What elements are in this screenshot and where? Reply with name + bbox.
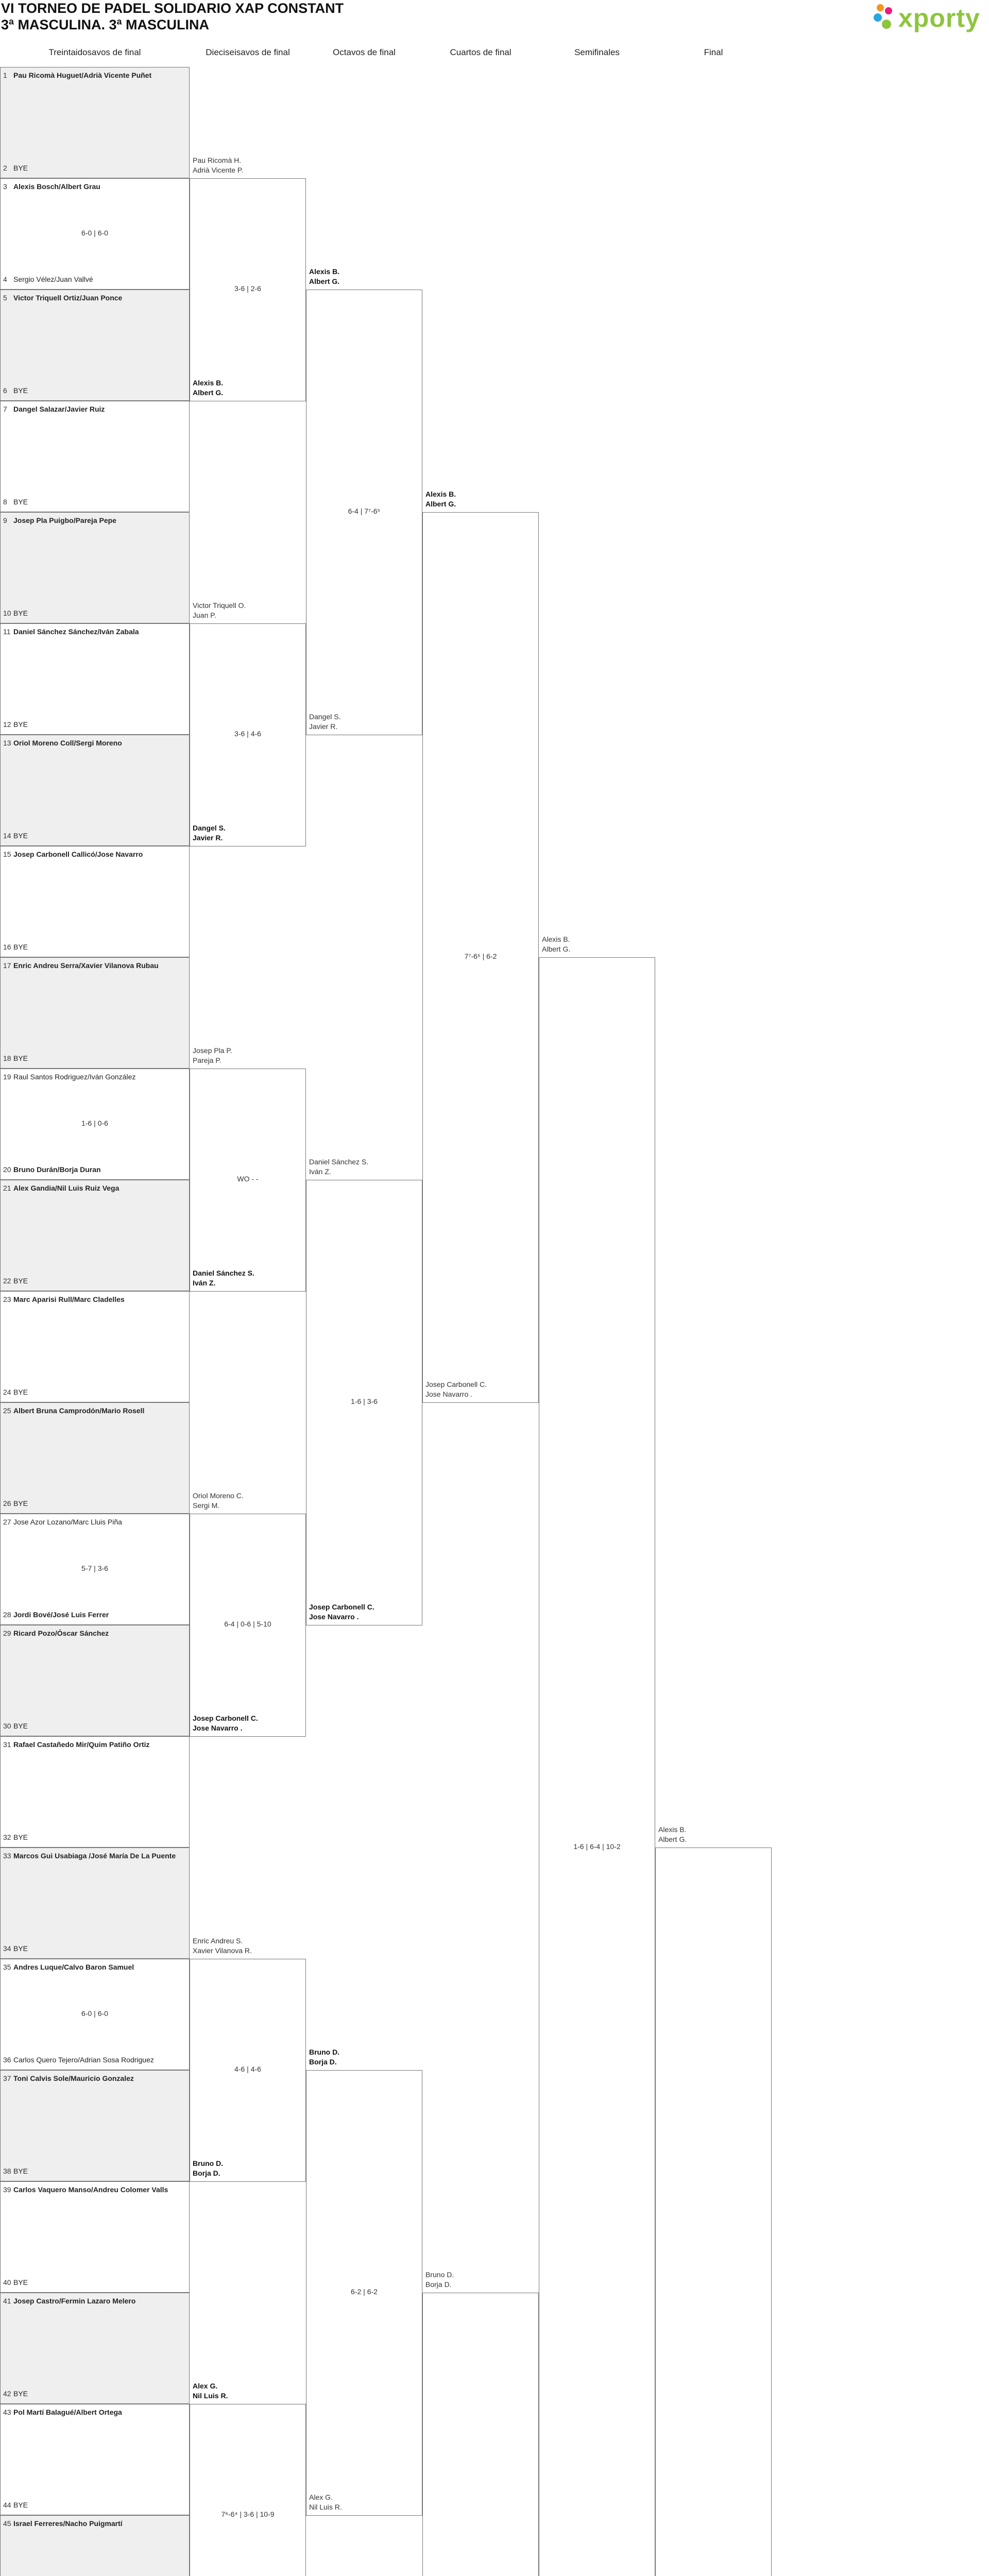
logo-dot-orange-icon — [877, 4, 884, 11]
seed-number: 13 — [3, 739, 11, 747]
team-name: Dangel Salazar/Javier Ruiz — [13, 405, 105, 413]
seed-number: 32 — [3, 1833, 11, 1841]
seed-number: 44 — [3, 2501, 11, 2509]
team-entry[interactable] — [193, 1268, 254, 1288]
team-entry[interactable] — [309, 267, 339, 286]
team-name: Israel Ferreres/Nacho Puigmartí — [13, 2519, 123, 2528]
team-name: Josep Castro/Fermin Lazaro Melero — [13, 2297, 136, 2305]
team-row[interactable] — [3, 1499, 28, 1507]
team-name: Alex Gandia/Nil Luis Ruiz Vega — [13, 1184, 120, 1192]
player-name: Pareja P. — [193, 1056, 221, 1064]
match-box — [0, 1736, 190, 1848]
match-score: 4-6 | 4-6 — [234, 2065, 261, 2073]
player-name: Dangel S. — [309, 713, 341, 721]
team-entry[interactable] — [309, 1602, 374, 1622]
match-score: WO - - — [237, 1175, 259, 1183]
logo-dot-blue-icon — [874, 13, 882, 22]
match-connector — [655, 1848, 772, 2576]
player-name: Josep Carbonell C. — [309, 1603, 374, 1611]
match-box — [0, 623, 190, 735]
team-row[interactable] — [3, 1833, 28, 1841]
team-name: Raul Santos Rodriguez/Iván González — [13, 1073, 136, 1081]
round-header-qf: Cuartos de final — [450, 47, 511, 57]
seed-number: 30 — [3, 1722, 11, 1730]
round-header-r16: Dieciseisavos de final — [206, 47, 290, 57]
player-name: Bruno D. — [425, 2270, 454, 2279]
match-box — [0, 957, 190, 1069]
team-name: BYE — [13, 2278, 28, 2286]
team-row[interactable] — [3, 1073, 135, 1081]
seed-number: 36 — [3, 2056, 11, 2064]
seed-number: 45 — [3, 2519, 11, 2528]
player-name: Albert G. — [542, 945, 571, 953]
xporty-logo[interactable] — [872, 2, 989, 34]
player-name: Alexis B. — [425, 490, 456, 498]
player-name: Nil Luis R. — [193, 2392, 228, 2400]
team-name: BYE — [13, 1054, 28, 1062]
team-name: Jordi Bové/José Luis Ferrer — [13, 1611, 109, 1619]
seed-number: 24 — [3, 1388, 11, 1396]
player-name: Daniel Sánchez S. — [193, 1269, 254, 1277]
page-header — [0, 0, 989, 36]
team-name: Bruno Durán/Borja Duran — [13, 1165, 101, 1174]
team-entry[interactable] — [193, 2159, 223, 2178]
team-row[interactable] — [3, 2167, 28, 2175]
team-row[interactable] — [3, 961, 159, 970]
seed-number: 38 — [3, 2167, 11, 2175]
match-score: 6-2 | 6-2 — [351, 2287, 378, 2296]
team-row[interactable] — [3, 1518, 122, 1526]
match-score: 7⁶-6⁴ | 3-6 | 10-9 — [221, 2510, 275, 2518]
team-entry[interactable] — [309, 712, 340, 732]
team-row[interactable] — [3, 386, 28, 395]
player-name: Josep Pla P. — [193, 1046, 232, 1055]
match-box — [0, 67, 190, 178]
seed-number: 33 — [3, 1852, 11, 1860]
seed-number: 42 — [3, 2389, 11, 2398]
team-entry[interactable] — [193, 1046, 232, 1065]
team-name: Pau Ricomà Huguet/Adrià Vicente Puñet — [13, 71, 152, 79]
team-row[interactable] — [3, 2389, 28, 2398]
team-name: BYE — [13, 164, 28, 172]
player-name: Alex G. — [193, 2382, 218, 2390]
team-entry[interactable] — [425, 489, 456, 509]
match-connector — [539, 957, 655, 2576]
match-box — [0, 1625, 190, 1736]
player-name: Dangel S. — [193, 824, 226, 832]
team-row[interactable] — [3, 182, 100, 191]
player-name: Josep Carbonell C. — [425, 1380, 487, 1388]
team-name: BYE — [13, 943, 28, 951]
seed-number: 28 — [3, 1611, 11, 1619]
seed-number: 23 — [3, 1295, 11, 1303]
player-name: Jose Navarro . — [425, 1390, 473, 1398]
team-name: BYE — [13, 386, 28, 395]
seed-number: 34 — [3, 1944, 11, 1953]
team-name: Rafael Castañedo Mir/Quim Patiño Ortiz — [13, 1740, 150, 1749]
match-box — [0, 1291, 190, 1402]
team-row[interactable] — [3, 516, 116, 524]
team-name: Victor Triquell Ortiz/Juan Ponce — [13, 294, 123, 302]
seed-number: 26 — [3, 1499, 11, 1507]
match-box — [0, 2404, 190, 2515]
team-row[interactable] — [3, 2185, 168, 2194]
category-title: 3ª MASCULINA. 3ª MASCULINA — [1, 17, 209, 32]
match-box — [0, 1402, 190, 1514]
team-name: BYE — [13, 1388, 28, 1396]
player-name: Albert G. — [193, 388, 224, 397]
team-entry[interactable] — [309, 1157, 368, 1177]
team-row[interactable] — [3, 275, 93, 283]
team-row[interactable] — [3, 1722, 28, 1730]
team-name: Andres Luque/Calvo Baron Samuel — [13, 1963, 134, 1971]
team-row[interactable] — [3, 609, 28, 617]
match-box — [0, 512, 190, 623]
team-row[interactable] — [3, 2074, 134, 2082]
match-score: 6-0 | 6-0 — [81, 2009, 108, 2018]
team-name: Toni Calvis Sole/Mauricio Gonzalez — [13, 2074, 134, 2082]
round-headers — [0, 47, 989, 63]
team-name: BYE — [13, 1277, 28, 1285]
team-entry[interactable] — [309, 2047, 339, 2067]
player-name: Borja D. — [425, 2280, 452, 2289]
player-name: Bruno D. — [193, 2159, 224, 2167]
team-entry[interactable] — [193, 2381, 228, 2401]
team-name: BYE — [13, 2167, 28, 2175]
team-row[interactable] — [3, 1944, 28, 1953]
match-box — [0, 846, 190, 957]
seed-number: 19 — [3, 1073, 11, 1081]
player-name: Borja D. — [193, 2169, 220, 2177]
player-name: Albert G. — [658, 1835, 687, 1843]
team-entry[interactable] — [193, 378, 223, 398]
team-name: BYE — [13, 720, 28, 728]
player-name: Jose Navarro . — [193, 1724, 243, 1732]
team-name: Pol Martí Balagué/Albert Ortega — [13, 2408, 122, 2416]
player-name: Juan P. — [193, 611, 216, 619]
match-box — [0, 1180, 190, 1291]
player-name: Alexis B. — [658, 1825, 687, 1834]
seed-number: 27 — [3, 1518, 11, 1526]
seed-number: 16 — [3, 943, 11, 951]
team-entry[interactable] — [542, 935, 570, 954]
logo-dot-green-icon — [882, 20, 891, 29]
team-row[interactable] — [3, 943, 28, 951]
player-name: Borja D. — [309, 2058, 337, 2066]
player-name: Albert G. — [425, 500, 456, 508]
team-row[interactable] — [3, 1054, 28, 1062]
seed-number: 20 — [3, 1165, 11, 1174]
team-name: Daniel Sánchez Sánchez/Iván Zabala — [13, 628, 139, 636]
player-name: Iván Z. — [309, 1167, 331, 1176]
team-row[interactable] — [3, 2056, 154, 2064]
team-name: BYE — [13, 1833, 28, 1841]
seed-number: 15 — [3, 850, 11, 858]
team-name: BYE — [13, 609, 28, 617]
team-name: Marc Aparisi Rull/Marc Cladelles — [13, 1295, 125, 1303]
seed-number: 7 — [3, 405, 7, 413]
team-row[interactable] — [3, 850, 143, 858]
seed-number: 39 — [3, 2185, 11, 2194]
match-score: 6-4 | 0-6 | 5-10 — [224, 1620, 271, 1628]
team-row[interactable] — [3, 1629, 109, 1637]
seed-number: 6 — [3, 386, 7, 395]
player-name: Xavier Vilanova R. — [193, 1946, 252, 1955]
player-name: Adrià Vicente P. — [193, 166, 244, 174]
match-box — [0, 1848, 190, 1959]
match-connector — [422, 2293, 539, 2576]
player-name: Enric Andreu S. — [193, 1937, 243, 1945]
player-name: Iván Z. — [193, 1279, 216, 1287]
team-row[interactable] — [3, 1184, 119, 1192]
team-name: BYE — [13, 498, 28, 506]
team-row[interactable] — [3, 628, 139, 636]
seed-number: 9 — [3, 516, 7, 524]
seed-number: 14 — [3, 832, 11, 840]
team-row[interactable] — [3, 405, 105, 413]
team-name: Enric Andreu Serra/Xavier Vilanova Rubau — [13, 961, 159, 970]
player-name: Victor Triquell O. — [193, 601, 246, 609]
player-name: Alex G. — [309, 2493, 333, 2501]
team-name: Sergio Vélez/Juan Vallvé — [13, 275, 93, 283]
player-name: Sergi M. — [193, 1501, 220, 1510]
team-name: BYE — [13, 2389, 28, 2398]
team-entry[interactable] — [193, 1491, 244, 1511]
team-name: Jose Azor Lozano/Marc Lluis Piña — [13, 1518, 122, 1526]
player-name: Javier R. — [193, 834, 223, 842]
player-name: Albert G. — [309, 277, 340, 285]
team-row[interactable] — [3, 498, 28, 506]
player-name: Javier R. — [309, 722, 338, 731]
team-row[interactable] — [3, 1388, 28, 1396]
seed-number: 25 — [3, 1406, 11, 1415]
round-header-r32: Treintaidosavos de final — [48, 47, 141, 57]
match-score: 1-6 | 0-6 — [81, 1119, 108, 1127]
player-name: Josep Carbonell C. — [193, 1714, 258, 1722]
team-row[interactable] — [3, 832, 28, 840]
team-row[interactable] — [3, 1611, 109, 1619]
seed-number: 40 — [3, 2278, 11, 2286]
team-name: BYE — [13, 832, 28, 840]
team-name: Josep Carbonell Callicó/Jose Navarro — [13, 850, 143, 858]
team-entry[interactable] — [193, 1936, 252, 1956]
round-header-sf: Semifinales — [574, 47, 620, 57]
team-name: BYE — [13, 2501, 28, 2509]
seed-number: 5 — [3, 294, 7, 302]
team-row[interactable] — [3, 71, 151, 79]
match-box — [0, 2293, 190, 2404]
match-box — [0, 290, 190, 401]
seed-number: 10 — [3, 609, 11, 617]
player-name: Alexis B. — [309, 267, 340, 276]
team-row[interactable] — [3, 2297, 135, 2305]
player-name: Jose Navarro . — [309, 1613, 359, 1621]
match-connector — [190, 2404, 306, 2576]
player-name: Pau Ricomà H. — [193, 156, 242, 164]
seed-number: 4 — [3, 275, 7, 283]
team-row[interactable] — [3, 1852, 176, 1860]
team-entry[interactable] — [425, 2270, 454, 2290]
round-header-r8: Octavos de final — [333, 47, 396, 57]
team-name: BYE — [13, 1722, 28, 1730]
seed-number: 37 — [3, 2074, 11, 2082]
seed-number: 12 — [3, 720, 11, 728]
team-name: Alexis Bosch/Albert Grau — [13, 182, 100, 191]
player-name: Bruno D. — [309, 2048, 340, 2056]
team-entry[interactable] — [193, 156, 243, 175]
team-name: Ricard Pozo/Óscar Sánchez — [13, 1629, 109, 1637]
team-entry[interactable] — [425, 1380, 487, 1399]
match-score: 7⁷-6⁵ | 6-2 — [464, 952, 497, 960]
match-score: 3-6 | 2-6 — [234, 284, 261, 293]
match-box — [0, 2181, 190, 2293]
match-score: 1-6 | 6-4 | 10-2 — [573, 1842, 621, 1851]
team-row[interactable] — [3, 1406, 144, 1415]
team-row[interactable] — [3, 720, 28, 728]
match-box — [0, 735, 190, 846]
player-name: Daniel Sánchez S. — [309, 1158, 369, 1166]
seed-number: 35 — [3, 1963, 11, 1971]
team-name: Carlos Quero Tejero/Adrian Sosa Rodriguez — [13, 2056, 154, 2064]
seed-number: 2 — [3, 164, 7, 172]
player-name: Alexis B. — [542, 935, 570, 943]
seed-number: 1 — [3, 71, 7, 79]
team-name: Albert Bruna Camprodón/Mario Rosell — [13, 1406, 145, 1415]
team-row[interactable] — [3, 2519, 123, 2528]
seed-number: 11 — [3, 628, 11, 636]
team-entry[interactable] — [658, 1825, 687, 1844]
match-score: 6-0 | 6-0 — [81, 229, 108, 237]
match-score: 1-6 | 3-6 — [351, 1397, 378, 1405]
team-name: Oriol Moreno Coll/Sergi Moreno — [13, 739, 122, 747]
team-entry[interactable] — [309, 2493, 342, 2512]
seed-number: 29 — [3, 1629, 11, 1637]
team-row[interactable] — [3, 2501, 28, 2509]
team-row[interactable] — [3, 739, 122, 747]
team-name: BYE — [13, 1944, 28, 1953]
team-row[interactable] — [3, 1165, 101, 1174]
team-row[interactable] — [3, 2278, 28, 2286]
team-name: Josep Pla Puigbo/Pareja Pepe — [13, 516, 116, 524]
match-box — [0, 401, 190, 512]
seed-number: 3 — [3, 182, 7, 191]
team-entry[interactable] — [193, 601, 246, 620]
team-row[interactable] — [3, 1277, 28, 1285]
tournament-title: VI TORNEO DE PADEL SOLIDARIO XAP CONSTANT — [1, 1, 344, 16]
seed-number: 41 — [3, 2297, 11, 2305]
team-entry[interactable] — [193, 823, 226, 843]
seed-number: 18 — [3, 1054, 11, 1062]
round-header-final: Final — [704, 47, 723, 57]
team-row[interactable] — [3, 1295, 125, 1303]
logo-text: xporty — [898, 4, 980, 32]
match-score: 3-6 | 4-6 — [234, 730, 261, 738]
team-row[interactable] — [3, 164, 28, 172]
player-name: Alexis B. — [193, 379, 224, 387]
seed-number: 43 — [3, 2408, 11, 2416]
seed-number: 8 — [3, 498, 7, 506]
seed-number: 21 — [3, 1184, 11, 1192]
seed-number: 31 — [3, 1740, 11, 1749]
team-name: BYE — [13, 1499, 28, 1507]
team-name: Carlos Vaquero Manso/Andreu Colomer Valls — [13, 2185, 168, 2194]
team-row[interactable] — [3, 1740, 150, 1749]
team-row[interactable] — [3, 294, 122, 302]
team-entry[interactable] — [193, 1714, 258, 1733]
team-name: Marcos Gui Usabiaga /José María De La Puente — [13, 1852, 176, 1860]
match-box — [0, 2070, 190, 2181]
player-name: Oriol Moreno C. — [193, 1492, 244, 1500]
logo-dot-pink-icon — [885, 7, 892, 14]
player-name: Nil Luis R. — [309, 2503, 342, 2511]
seed-number: 17 — [3, 961, 11, 970]
match-score: 6-4 | 7⁷-6⁵ — [348, 507, 381, 515]
match-score: 5-7 | 3-6 — [81, 1564, 108, 1572]
team-row[interactable] — [3, 1963, 134, 1971]
team-row[interactable] — [3, 2408, 122, 2416]
seed-number: 22 — [3, 1277, 11, 1285]
